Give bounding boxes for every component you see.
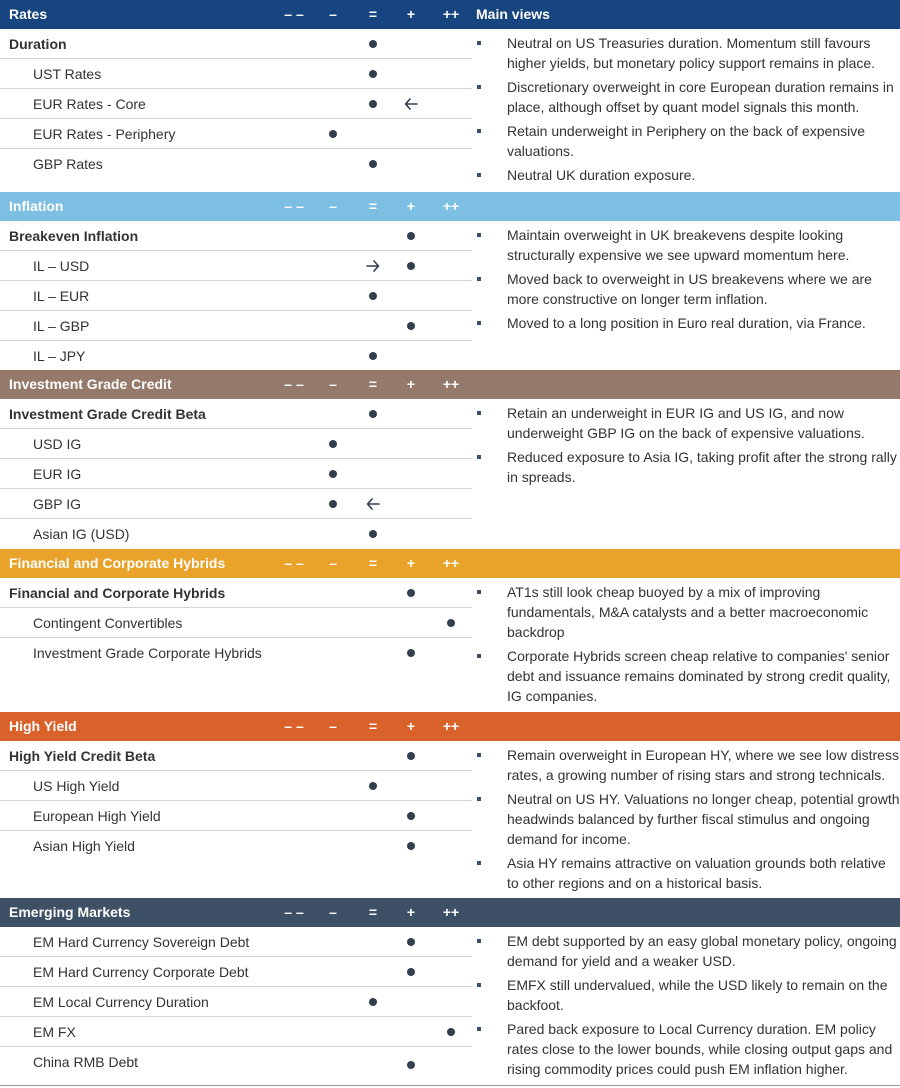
table-row (0, 987, 472, 1017)
table-row (0, 429, 472, 459)
table-row (0, 29, 472, 59)
view-text: Moved back to overweight in US breakevens where we are more constructive on longer term inflation. (507, 271, 872, 307)
main-views-list (476, 582, 900, 710)
view-bullet (476, 33, 900, 73)
row-label: UST Rates (33, 66, 102, 82)
view-text: AT1s still look cheap buoyed by a mix of improving fundamentals, M&A catalysts and a better macroeconomic backdrop (507, 584, 869, 640)
row-label: Contingent Convertibles (33, 615, 183, 631)
position-dot (447, 619, 455, 627)
bullet-square-icon (477, 861, 481, 865)
position-dot (407, 1061, 415, 1069)
column-header: – (329, 6, 337, 22)
column-header: – (329, 198, 337, 214)
row-label: IL – EUR (33, 288, 90, 304)
table-row (0, 801, 472, 831)
table-row (0, 608, 472, 638)
column-header: – (329, 904, 337, 920)
main-views-list (476, 403, 900, 491)
view-bullet (476, 582, 900, 642)
table-row (0, 831, 472, 860)
column-header: ++ (442, 6, 460, 22)
bullet-square-icon (477, 173, 481, 177)
view-text: Neutral UK duration exposure. (507, 167, 696, 183)
position-dot (407, 322, 415, 330)
arrow-left-icon (366, 495, 380, 513)
view-bullet (476, 165, 900, 185)
position-dot (407, 812, 415, 820)
section-title: High Yield (9, 718, 77, 734)
position-dot (329, 130, 337, 138)
section-title: Investment Grade Credit (9, 376, 172, 392)
column-header: + (406, 376, 416, 392)
row-label: Breakeven Inflation (9, 228, 139, 244)
row-label: Investment Grade Corporate Hybrids (33, 645, 262, 661)
section-header-hybrids (0, 549, 900, 578)
row-label: IL – GBP (33, 318, 90, 334)
bullet-square-icon (477, 590, 481, 594)
view-bullet (476, 77, 900, 117)
section-title: Financial and Corporate Hybrids (9, 555, 226, 571)
arrow-right-icon (366, 257, 380, 275)
view-text: Pared back exposure to Local Currency duration. EM policy rates close to the lower bounds, while closing output gaps and rising commodity prices could push EM inflation higher. (507, 1021, 893, 1077)
position-dot (407, 232, 415, 240)
bullet-square-icon (477, 654, 481, 658)
bullet-square-icon (477, 85, 481, 89)
column-header: ++ (442, 718, 460, 734)
column-header: ++ (442, 904, 460, 920)
table-row (0, 281, 472, 311)
row-label: Financial and Corporate Hybrids (9, 585, 226, 601)
row-label: EUR IG (33, 466, 82, 482)
column-header: ++ (442, 198, 460, 214)
main-views-list (476, 33, 900, 189)
view-text: Neutral on US HY. Valuations no longer cheap, potential growth headwinds balanced by further fiscal stimulus and ongoing demand for income. (507, 791, 900, 847)
position-dot (369, 410, 377, 418)
row-label: Asian IG (USD) (33, 526, 130, 542)
view-bullet (476, 931, 900, 971)
view-bullet (476, 313, 900, 333)
row-label: EM Hard Currency Sovereign Debt (33, 934, 250, 950)
section-header-investment_grade_credit (0, 370, 900, 399)
column-header: + (406, 555, 416, 571)
view-text: EMFX still undervalued, while the USD likely to remain on the backfoot. (507, 977, 888, 1013)
row-label: EM Local Currency Duration (33, 994, 209, 1010)
row-label: Investment Grade Credit Beta (9, 406, 206, 422)
position-dot (369, 998, 377, 1006)
bullet-square-icon (477, 411, 481, 415)
row-label: IL – USD (33, 258, 90, 274)
column-header: – – (284, 198, 304, 214)
table-row (0, 1047, 472, 1083)
table-bottom-rule (0, 1085, 900, 1086)
table-row (0, 89, 472, 119)
position-dot (369, 352, 377, 360)
section-header-high_yield (0, 712, 900, 741)
view-bullet (476, 646, 900, 706)
position-dot (369, 530, 377, 538)
table-row (0, 311, 472, 341)
position-dot (369, 292, 377, 300)
position-dot (369, 70, 377, 78)
position-dot (369, 160, 377, 168)
view-text: Reduced exposure to Asia IG, taking profit after the strong rally in spreads. (507, 449, 897, 485)
row-label: IL – JPY (33, 348, 86, 364)
column-header: – – (284, 904, 304, 920)
row-label: USD IG (33, 436, 82, 452)
section-header-rates (0, 0, 900, 29)
bullet-square-icon (477, 797, 481, 801)
table-row (0, 638, 472, 667)
view-bullet (476, 975, 900, 1015)
section-title: Inflation (9, 198, 64, 214)
position-dot (407, 262, 415, 270)
view-bullet (476, 853, 900, 893)
view-bullet (476, 1019, 900, 1079)
column-header: + (406, 718, 416, 734)
position-dot (447, 1028, 455, 1036)
bullet-square-icon (477, 321, 481, 325)
view-text: Corporate Hybrids screen cheap relative to companies' senior debt and issuance remains dominated by strong credit quality, IG companies. (507, 648, 891, 704)
view-bullet (476, 745, 900, 785)
row-label: EUR Rates - Periphery (33, 126, 176, 142)
column-header: = (368, 198, 378, 214)
view-text: Asia HY remains attractive on valuation grounds both relative to other regions and on a historical basis. (507, 855, 886, 891)
row-label: High Yield Credit Beta (9, 748, 156, 764)
column-header: – (329, 555, 337, 571)
bullet-square-icon (477, 41, 481, 45)
section-title: Rates (9, 6, 48, 22)
bullet-square-icon (477, 1027, 481, 1031)
view-bullet (476, 403, 900, 443)
position-dot (329, 470, 337, 478)
column-header: = (368, 555, 378, 571)
table-row (0, 927, 472, 957)
view-text: Maintain overweight in UK breakevens despite looking structurally expensive we see upward momentum here. (507, 227, 850, 263)
bullet-square-icon (477, 455, 481, 459)
column-header: + (406, 198, 416, 214)
view-bullet (476, 225, 900, 265)
position-dot (407, 968, 415, 976)
position-dot (407, 938, 415, 946)
section-title: Emerging Markets (9, 904, 131, 920)
table-row (0, 341, 472, 370)
table-row (0, 149, 472, 178)
position-dot (369, 782, 377, 790)
table-row (0, 957, 472, 987)
column-header: ++ (442, 376, 460, 392)
table-row (0, 771, 472, 801)
table-row (0, 251, 472, 281)
table-row (0, 519, 472, 548)
section-header-emerging_markets (0, 898, 900, 927)
position-dot (329, 500, 337, 508)
position-dot (407, 589, 415, 597)
row-label: Asian High Yield (33, 838, 135, 854)
main-views-list (476, 931, 900, 1083)
table-row (0, 489, 472, 519)
bullet-square-icon (477, 277, 481, 281)
bullet-square-icon (477, 753, 481, 757)
column-header: – – (284, 376, 304, 392)
row-label: China RMB Debt (33, 1054, 139, 1070)
position-dot (407, 842, 415, 850)
main-views-list (476, 745, 900, 897)
position-dot (407, 649, 415, 657)
row-label: Duration (9, 36, 67, 52)
view-text: Neutral on US Treasuries duration. Momentum still favours higher yields, but monetary policy support remains in place. (507, 35, 876, 71)
row-label: GBP Rates (33, 156, 103, 172)
view-bullet (476, 789, 900, 849)
view-text: Retain an underweight in EUR IG and US IG, and now underweight GBP IG on the back of expensive valuations. (507, 405, 865, 441)
column-header: – – (284, 555, 304, 571)
view-bullet (476, 121, 900, 161)
row-label: EUR Rates - Core (33, 96, 146, 112)
row-label: GBP IG (33, 496, 81, 512)
view-text: Moved to a long position in Euro real duration, via France. (507, 315, 866, 331)
position-dot (369, 100, 377, 108)
arrow-left-icon (404, 95, 418, 113)
bullet-square-icon (477, 129, 481, 133)
row-label: EM FX (33, 1024, 76, 1040)
table-row (0, 1017, 472, 1047)
section-header-inflation (0, 192, 900, 221)
column-header: – – (284, 718, 304, 734)
column-header: = (368, 904, 378, 920)
column-header: – – (284, 6, 304, 22)
column-header: ++ (442, 555, 460, 571)
table-row (0, 459, 472, 489)
column-header: = (368, 718, 378, 734)
position-dot (369, 40, 377, 48)
bullet-square-icon (477, 233, 481, 237)
view-bullet (476, 269, 900, 309)
table-row (0, 119, 472, 149)
table-row (0, 578, 472, 608)
view-bullet (476, 447, 900, 487)
bullet-square-icon (477, 983, 481, 987)
column-header: – (329, 376, 337, 392)
column-header: = (368, 6, 378, 22)
position-dot (407, 752, 415, 760)
table-row (0, 59, 472, 89)
view-text: Discretionary overweight in core European duration remains in place, although offset by quant model signals this month. (507, 79, 894, 115)
bullet-square-icon (477, 939, 481, 943)
row-label: US High Yield (33, 778, 120, 794)
column-header: – (329, 718, 337, 734)
column-header: + (406, 904, 416, 920)
main-views-list (476, 225, 900, 337)
main-views-heading: Main views (476, 6, 550, 22)
view-text: EM debt supported by an easy global monetary policy, ongoing demand for yield and a weaker USD. (507, 933, 897, 969)
column-header: + (406, 6, 416, 22)
row-label: European High Yield (33, 808, 161, 824)
table-row (0, 221, 472, 251)
table-row (0, 399, 472, 429)
view-text: Remain overweight in European HY, where we see low distress rates, a growing number of rising stars and strong technicals. (507, 747, 899, 783)
column-header: = (368, 376, 378, 392)
table-row (0, 741, 472, 771)
view-text: Retain underweight in Periphery on the back of expensive valuations. (507, 123, 865, 159)
row-label: EM Hard Currency Corporate Debt (33, 964, 249, 980)
position-dot (329, 440, 337, 448)
